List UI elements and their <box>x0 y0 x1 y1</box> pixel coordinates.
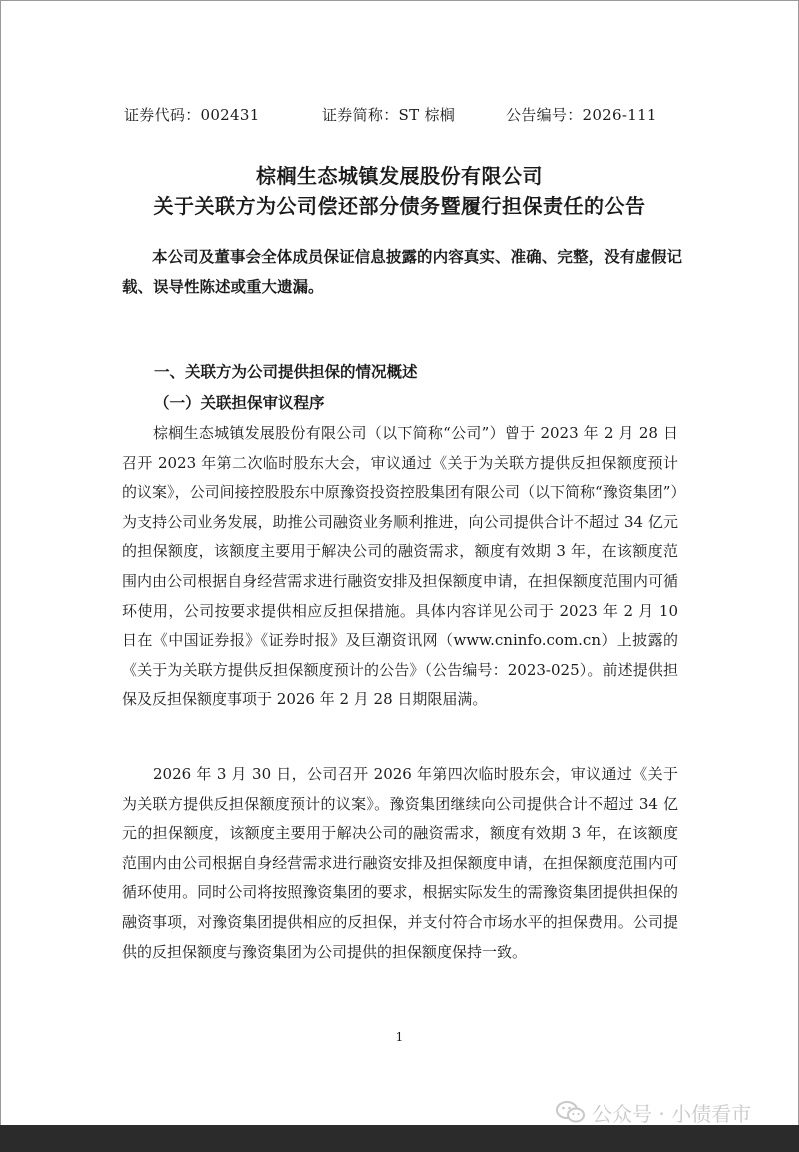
body-paragraph: 2026 年 3 月 30 日，公司召开 2026 年第四次临时股东会，审议通过《关于为关联方提供反担保额度预计的议案》。豫资集团继续向公司提供合计不超过 34 亿元的担保额度，该额度主要用于解决公司的融资需求，额度有效期 3 年，在该额度范围内由公司根据自身经营需求进行融资安排及担保额度申请，在担保额度范围内可循环使用。同时公司将按照豫资集团的要求，根据实际发生的需豫资集团提供担保的融资事项，对豫资集团提供相应的反担保，并支付符合市场水平的担保费用。公司提供的反担保额度与豫资集团为公司提供的担保额度保持一致。 <box>122 765 678 961</box>
wechat-icon <box>556 1100 586 1124</box>
company-title: 棕榈生态城镇发展股份有限公司 <box>256 164 543 188</box>
announcement-number: 公告编号：2026-111 <box>506 106 657 124</box>
announcement-header <box>124 104 684 126</box>
viewer-bottom-bar <box>0 1125 799 1152</box>
stock-abbreviation: 证券简称：ST 棕榈 <box>322 106 456 124</box>
stock-code: 证券代码：002431 <box>124 106 260 124</box>
wechat-watermark <box>556 1098 751 1126</box>
body-paragraph: 棕榈生态城镇发展股份有限公司（以下简称“公司”）曾于 2023 年 2 月 28 日召开 2023 年第二次临时股东大会，审议通过《关于为关联方提供反担保额度预计的议案》，公司间接控股股东中原豫资投资控股集团有限公司（以下简称“豫资集团”）为支持公司业务发展，助推公司融资业务顺利推进，向公司提供合计不超过 34 亿元的担保额度，该额度主要用于解决公司的融资需求，额度有效期 3 年，在该额度范围内由公司根据自身经营需求进行融资安排及担保额度申请，在担保额度范围内可循环使用，公司按要求提供相应反担保措施。具体内容详见公司于 2023 年 2 月 10 日在《中国证券报》《证券时报》及巨潮资讯网（www.cninfo.com.cn）上披露的《关于为关联方提供反担保额度预计的公告》（公告编号：2023-025）。前述提供担保及反担保额度事项于 2026 年 2 月 28 日期限届满。 <box>122 424 678 709</box>
announcement-title: 关于关联方为公司偿还部分债务暨履行担保责任的公告 <box>153 194 646 218</box>
subsection-heading: （一）关联担保审议程序 <box>154 394 325 412</box>
watermark-text: 公众号 · 小债看市 <box>592 1101 752 1126</box>
board-statement: 本公司及董事会全体成员保证信息披露的内容真实、准确、完整，没有虚假记载、误导性陈述或重大遗漏。 <box>122 248 682 296</box>
section-heading: 一、关联方为公司提供担保的情况概述 <box>154 363 418 381</box>
page-number: 1 <box>395 1030 404 1044</box>
